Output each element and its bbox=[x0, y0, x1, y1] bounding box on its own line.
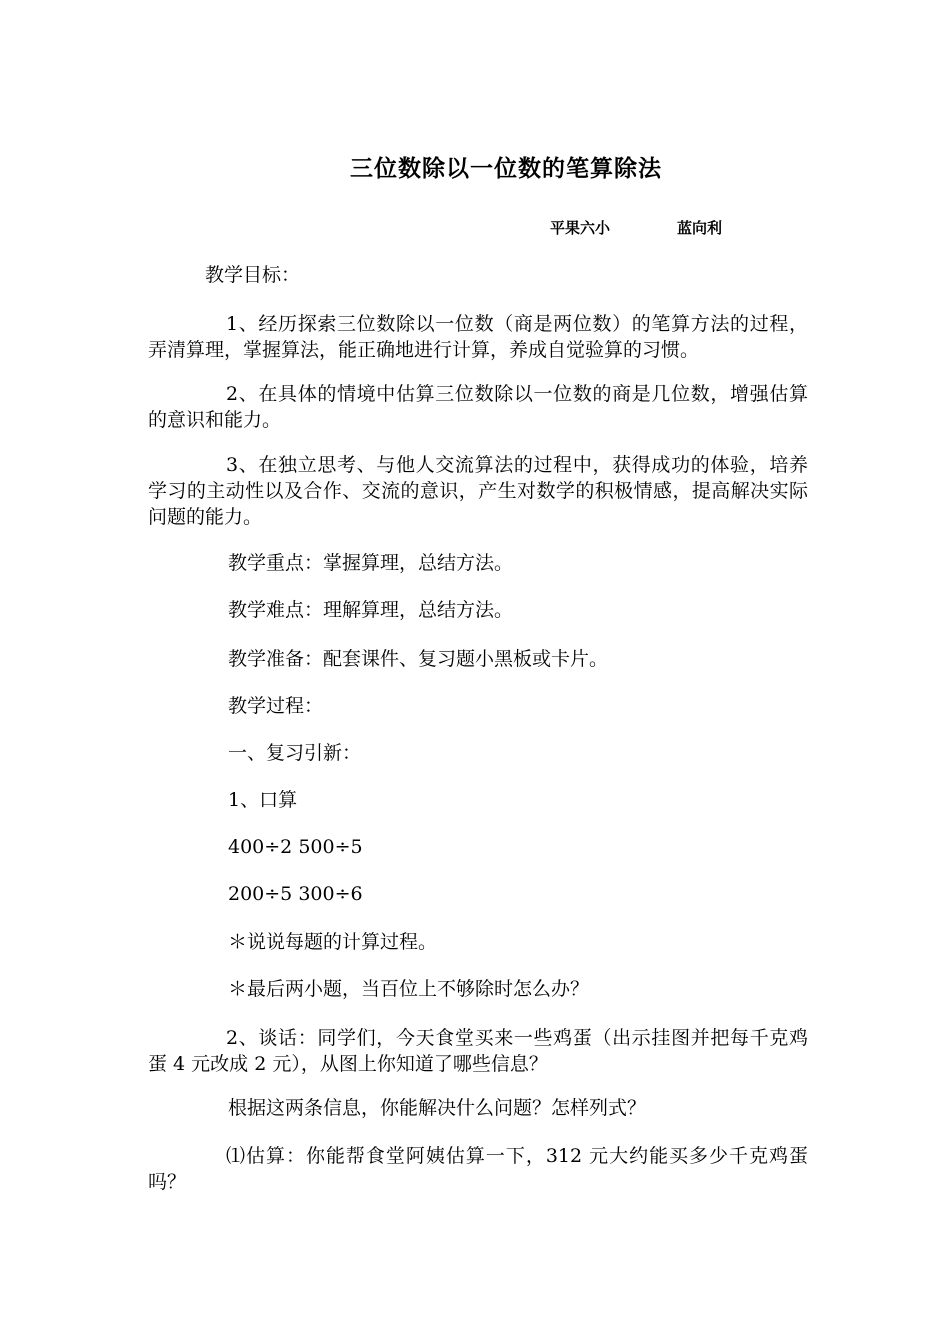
question-line: 根据这两条信息，你能解决什么问题？怎样列式？ bbox=[228, 1097, 647, 1119]
oral-row-2: 200÷5 300÷6 bbox=[228, 883, 363, 905]
objective-2: 2、在具体的情境中估算三位数除以一位数的商是几位数，增强估算的意识和能力。 bbox=[148, 383, 808, 431]
document-title: 三位数除以一位数的笔算除法 bbox=[350, 155, 662, 182]
objective-3: 3、在独立思考、与他人交流算法的过程中，获得成功的体验，培养学习的主动性以及合作、交流的意识，产生对数学的积极情感，提高解决实际问题的能力。 bbox=[148, 454, 808, 528]
preparation: 教学准备：配套课件、复习题小黑板或卡片。 bbox=[228, 648, 609, 670]
note-hundreds: ＊最后两小题，当百位上不够除时怎么办？ bbox=[228, 978, 590, 1000]
author-school: 平果六小 bbox=[550, 219, 611, 237]
oral-heading: 1、口算 bbox=[228, 789, 298, 811]
talk-paragraph: 2、谈话：同学们，今天食堂买来一些鸡蛋（出示挂图并把每千克鸡蛋 4 元改成 2 元），从图上你知道了哪些信息？ bbox=[148, 1027, 808, 1075]
objective-1: 1、经历探索三位数除以一位数（商是两位数）的笔算方法的过程，弄清算理，掌握算法，能正确地进行计算，养成自觉验算的习惯。 bbox=[148, 313, 808, 361]
section-review: 一、复习引新： bbox=[228, 742, 362, 764]
process-heading: 教学过程： bbox=[228, 695, 324, 717]
note-process: ＊说说每题的计算过程。 bbox=[228, 931, 438, 953]
objectives-heading: 教学目标： bbox=[205, 264, 301, 286]
author-name: 蓝向利 bbox=[677, 219, 723, 237]
difficulty: 教学难点：理解算理，总结方法。 bbox=[228, 599, 514, 621]
oral-row-1: 400÷2 500÷5 bbox=[228, 836, 363, 858]
estimate-paragraph: ⑴估算：你能帮食堂阿姨估算一下，312 元大约能买多少千克鸡蛋吗？ bbox=[148, 1145, 808, 1193]
key-point: 教学重点：掌握算理，总结方法。 bbox=[228, 552, 514, 574]
